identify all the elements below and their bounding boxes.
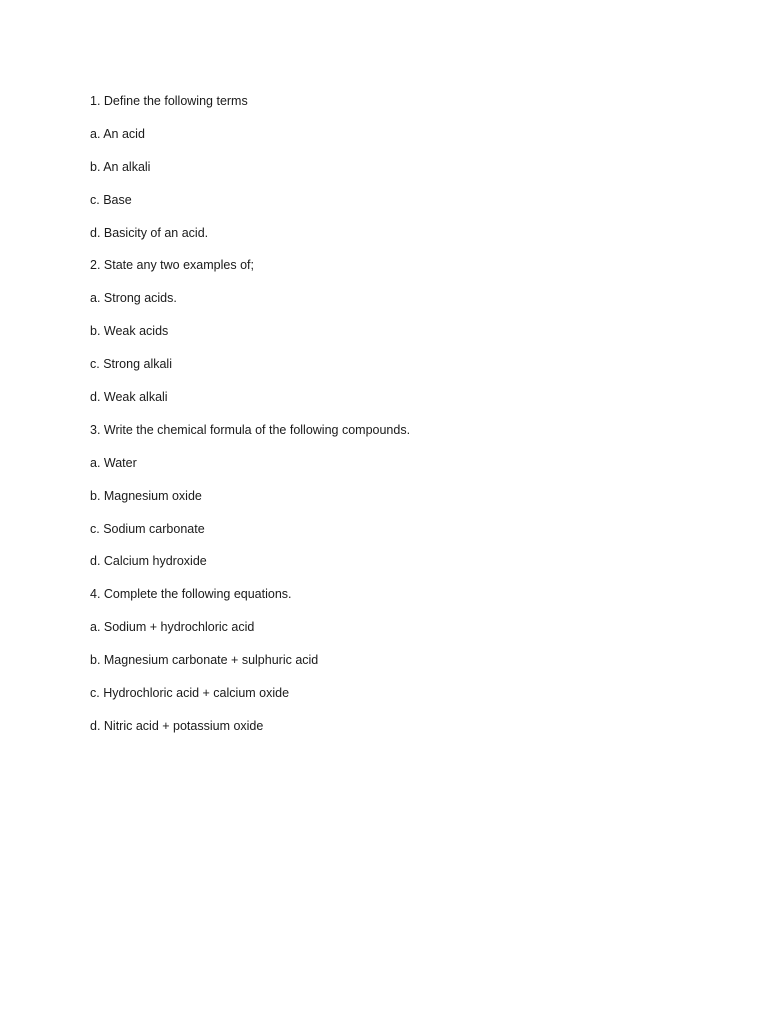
question-4-item-c: c. Hydrochloric acid + calcium oxide bbox=[90, 686, 290, 701]
question-4-item-a: a. Sodium + hydrochloric acid bbox=[90, 620, 255, 635]
question-3-item-d: d. Calcium hydroxide bbox=[90, 554, 207, 569]
question-3-item-b: b. Magnesium oxide bbox=[90, 488, 202, 503]
question-1-heading: 1. Define the following terms bbox=[90, 94, 248, 108]
question-3-item-c: c. Sodium carbonate bbox=[90, 521, 205, 536]
question-1-item-c: c. Base bbox=[90, 192, 132, 207]
question-4-item-b: b. Magnesium carbonate + sulphuric acid bbox=[90, 653, 319, 668]
question-2-item-d: d. Weak alkali bbox=[90, 390, 168, 405]
question-1-item-d: d. Basicity of an acid. bbox=[90, 225, 209, 240]
question-1-item-b: b. An alkali bbox=[90, 159, 151, 174]
question-2-item-c: c. Strong alkali bbox=[90, 357, 172, 372]
question-4-heading: 4. Complete the following equations. bbox=[90, 587, 292, 602]
question-2-item-b: b. Weak acids bbox=[90, 324, 169, 339]
question-2-item-a: a. Strong acids. bbox=[90, 291, 177, 306]
question-2-heading: 2. State any two examples of; bbox=[90, 258, 254, 273]
question-4-item-d: d. Nitric acid + potassium oxide bbox=[90, 718, 264, 733]
question-list bbox=[90, 92, 410, 750]
question-3-item-a: a. Water bbox=[90, 455, 137, 470]
question-3-heading: 3. Write the chemical formula of the following compounds. bbox=[90, 422, 411, 437]
question-1-item-a: a. An acid bbox=[90, 126, 145, 141]
